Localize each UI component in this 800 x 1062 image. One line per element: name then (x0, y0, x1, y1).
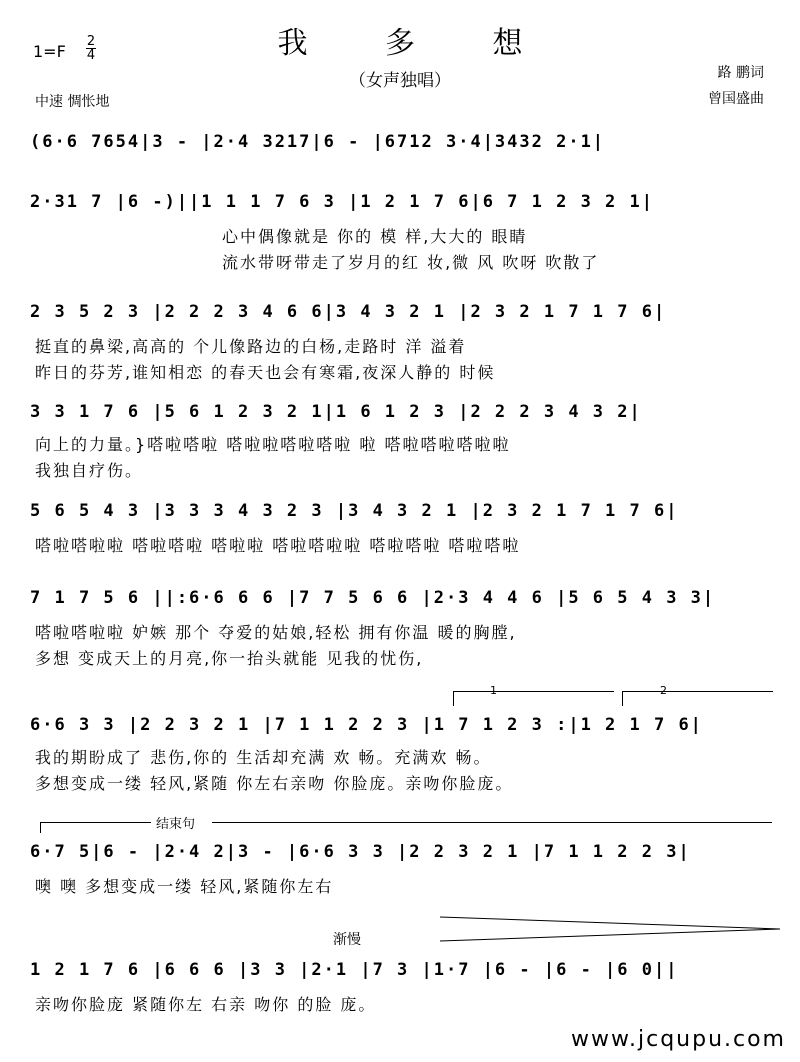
key-signature: 1=F (33, 42, 66, 61)
lyric-line-1: 亲吻你脸庞 紧随你左 右亲 吻你 的脸 庞。 (35, 995, 377, 1014)
section-label: 结束句 (156, 817, 196, 832)
lyric-line-2: 我独自疗伤。 (35, 461, 144, 480)
time-signature-top: 2 (86, 34, 96, 49)
lyric-line-2: 流水带呀带走了岁月的红 妆,微 风 吹呀 吹散了 (222, 253, 600, 272)
lyric-line-1: 挺直的鼻梁,高高的 个儿像路边的白杨,走路时 洋 溢着 (35, 337, 467, 356)
notation-line: 6·6 3 3 |2 2 3 2 1 |7 1 1 2 2 3 |1 7 1 2 3 :|1 2 1 7 6| (30, 715, 703, 735)
decrescendo-hairpin (440, 915, 780, 945)
notation-line: 2·31 7 |6 -)||1 1 1 7 6 3 |1 2 1 7 6|6 7 1 2 3 2 1| (30, 192, 654, 212)
time-signature-bottom: 4 (86, 48, 96, 63)
lyric-line-1: 嗒啦嗒啦啦 妒嫉 那个 夺爱的姑娘,轻松 拥有你温 暖的胸膛, (35, 623, 517, 642)
ritardando-mark: 渐慢 (333, 932, 361, 948)
lyric-line-1: 心中偶像就是 你的 模 样,大大的 眼睛 (222, 227, 528, 246)
notation-line: 1 2 1 7 6 |6 6 6 |3 3 |2·1 |7 3 |1·7 |6 - |6 - |6 0|| (30, 960, 679, 980)
notation-line: 3 3 1 7 6 |5 6 1 2 3 2 1|1 6 1 2 3 |2 2 2 3 4 3 2| (30, 402, 642, 422)
site-watermark: www.jcqupu.com (571, 1027, 786, 1052)
section-bracket-left (40, 822, 151, 833)
lyricist-credit: 路 鹏词 (717, 65, 764, 81)
volta-label-2: 2 (660, 684, 667, 697)
page-subtitle: （女声独唱） (349, 71, 451, 91)
volta-bracket-2 (622, 691, 773, 706)
lyric-line-1: 我的期盼成了 悲伤,你的 生活却充满 欢 畅。充满欢 畅。 (35, 748, 492, 767)
notation-line: 6·7 5|6 - |2·4 2|3 - |6·6 3 3 |2 2 3 2 1 |7 1 1 2 2 3| (30, 842, 691, 862)
volta-label-1: 1 (490, 684, 497, 697)
lyric-line-1: 噢 噢 多想变成一缕 轻风,紧随你左右 (35, 877, 334, 896)
section-bracket-right (212, 822, 772, 823)
lyric-line-2: 多想 变成天上的月亮,你一抬头就能 见我的忧伤, (35, 649, 424, 668)
lyric-line-2: 昨日的芬芳,谁知相恋 的春天也会有寒霜,夜深人静的 时候 (35, 363, 496, 382)
page-title: 我 多 想 (277, 26, 557, 61)
lyric-line-1: 嗒啦嗒啦啦 嗒啦嗒啦 嗒啦啦 嗒啦嗒啦啦 嗒啦嗒啦 嗒啦嗒啦 (35, 536, 521, 555)
lyric-line-1: 向上的力量。}嗒啦嗒啦 嗒啦啦嗒啦嗒啦 啦 嗒啦嗒啦嗒啦啦 (35, 435, 511, 454)
notation-line: 2 3 5 2 3 |2 2 2 3 4 6 6|3 4 3 2 1 |2 3 2 1 7 1 7 6| (30, 302, 667, 322)
tempo-mark: 中速 惆怅地 (35, 94, 110, 110)
time-signature (86, 35, 96, 62)
lyric-line-2: 多想变成一缕 轻风,紧随 你左右亲吻 你脸庞。亲吻你脸庞。 (35, 774, 514, 793)
composer-credit: 曾国盛曲 (708, 91, 764, 107)
notation-line: 5 6 5 4 3 |3 3 3 4 3 2 3 |3 4 3 2 1 |2 3 2 1 7 1 7 6| (30, 501, 679, 521)
notation-line: (6·6 7654|3 - |2·4 3217|6 - |6712 3·4|3432 2·1| (30, 132, 606, 152)
volta-bracket-1 (453, 691, 614, 706)
notation-line: 7 1 7 5 6 ||:6·6 6 6 |7 7 5 6 6 |2·3 4 4 6 |5 6 5 4 3 3| (30, 588, 716, 608)
